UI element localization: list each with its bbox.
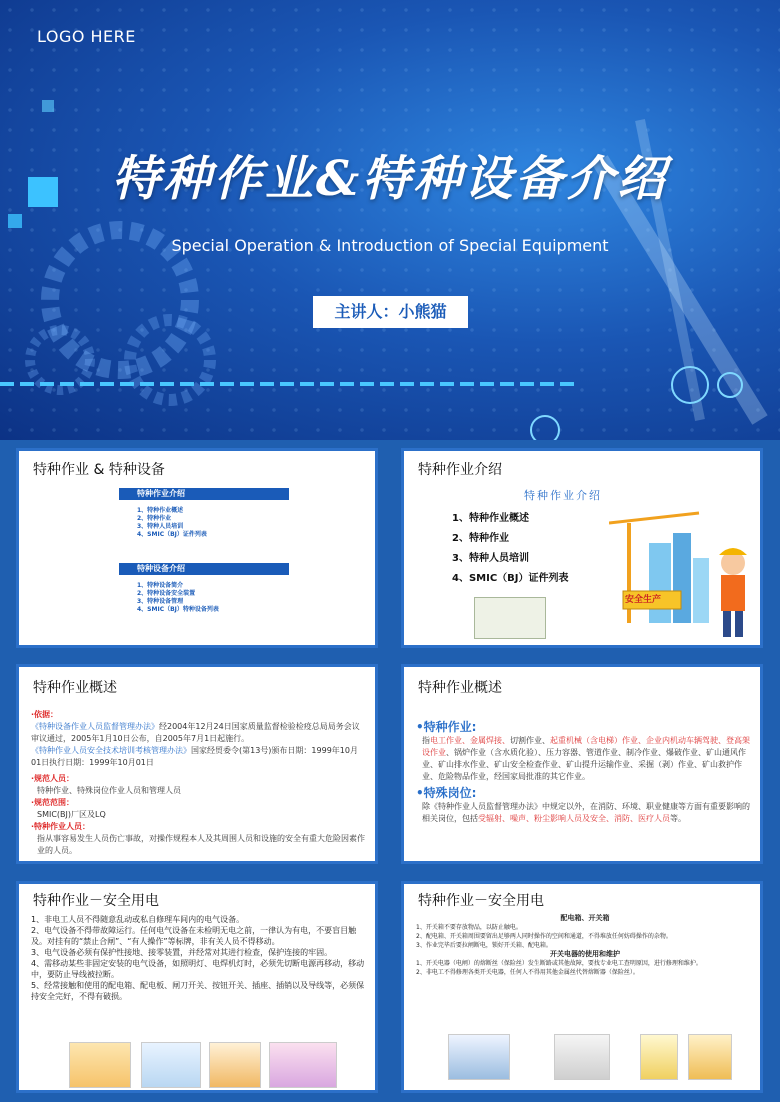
overview-content bbox=[31, 709, 366, 857]
paragraph bbox=[416, 801, 754, 825]
list-item: 1、开关箱不要存放物品，以防止触电。 bbox=[416, 924, 522, 931]
construction-illustration bbox=[609, 503, 759, 643]
list-item: 2、电气设备不得带故障运行。任何电气设备在未检明无电之前，一律认为有电，不要盲目触及。对挂有的“禁止合闸”、“有人操作”等标牌，非有关人员不得移动。 bbox=[31, 926, 357, 946]
safety-sign: 安全生产 bbox=[625, 595, 662, 605]
toc-list-2 bbox=[137, 582, 219, 614]
text-highlight: 电工作业、金属焊接、 bbox=[430, 736, 510, 745]
subheading: 开关电器的使用和维护 bbox=[550, 950, 620, 958]
slide-title: 特种作业概述 bbox=[418, 680, 502, 696]
list-item: 1、非电工人员不得随意乱动或私自修理车间内的电气设备。 bbox=[31, 915, 245, 924]
presenter-label: 主讲人：小熊猫 bbox=[313, 296, 468, 328]
worker-illustration-1 bbox=[448, 1034, 510, 1080]
slide-title: 特种作业－安全用电 bbox=[33, 893, 159, 909]
slide-intro bbox=[401, 448, 763, 648]
paragraph: SMIC(BJ)厂区及LQ bbox=[37, 810, 106, 819]
section-heading: •特殊岗位: bbox=[416, 786, 477, 800]
toc-section-2: 特种设备介绍 bbox=[119, 563, 289, 575]
paragraph bbox=[31, 745, 366, 769]
list-item: 1、特种作业概述 bbox=[137, 507, 184, 514]
worker-illustration-2 bbox=[141, 1042, 201, 1088]
text: 、锅炉作业（含水质化验）、压力容器、管道作业、制冷作业、爆破作业、矿山通风作业、矿山排水作业、矿山安全检查作业、矿山提升运输作业、采掘（剥）作业、矿山救护作业、危险物品作业，经国家局批准的其它作业。 bbox=[422, 748, 746, 781]
section-heading: •特种作业: bbox=[416, 720, 477, 734]
toc-list-1 bbox=[137, 507, 207, 539]
list-item: 2、配电箱、开关箱周围要留出足够两人同时操作的空间和通道，不得堆放任何妨碍操作的杂物。 bbox=[416, 933, 672, 940]
worker-illustration-3 bbox=[640, 1034, 678, 1080]
list-item: 3、特种人员培训 bbox=[137, 523, 184, 530]
section-heading: ·规范人员： bbox=[31, 774, 75, 783]
slide-overview-2 bbox=[401, 664, 763, 864]
doc-detail: 经2004年12月24日国家质量监督检验检疫总局局务会议审议通过，2005年1月10日公布，自2005年7月1日起施行。 bbox=[31, 722, 360, 743]
paragraph bbox=[416, 735, 754, 783]
list-item: 4、SMIC（BJ）特种设备列表 bbox=[137, 606, 219, 613]
cover-decoration bbox=[0, 0, 780, 440]
intro-list bbox=[452, 509, 569, 589]
slide-electricity-2 bbox=[401, 881, 763, 1093]
list-item: 3、特种人员培训 bbox=[452, 553, 529, 564]
worker-illustration-4 bbox=[269, 1042, 337, 1088]
section-heading: ·特种作业人员： bbox=[31, 822, 91, 831]
section-heading: ·依据： bbox=[31, 710, 59, 719]
electricity-rules bbox=[31, 914, 371, 1002]
slide-electricity-1 bbox=[16, 881, 378, 1093]
list-item: 1、特种设备简介 bbox=[137, 582, 184, 589]
cover-slide bbox=[0, 0, 780, 440]
list-item: 1、开关电器（电闸）的熔断丝（保险丝）发生断路或其他故障，要找专业电工查明原因，进行修理和维护。 bbox=[416, 960, 702, 967]
slide-toc bbox=[16, 448, 378, 648]
doc-name: 《特种设备作业人员监督管理办法》 bbox=[31, 722, 159, 731]
list-item: 2、特种设备安全装置 bbox=[137, 590, 196, 597]
logo-text: LOGO HERE bbox=[37, 27, 136, 46]
text: 切割作业、 bbox=[510, 736, 550, 745]
paragraph bbox=[31, 721, 366, 745]
text: 等。 bbox=[670, 814, 686, 823]
section-heading: ·规范范围： bbox=[31, 798, 75, 807]
list-item: 4、SMIC（BJ）证件列表 bbox=[137, 531, 207, 538]
slide-title: 特种作业－安全用电 bbox=[418, 893, 544, 909]
doc-detail: 国家经贸委令(第13号)颁布日期：1999年10月01日执行日期：1999年10月01日 bbox=[31, 746, 358, 767]
list-item: 2、非电工不得修理各类开关电器，任何人不得用其他金属丝代替熔断器（保险丝）。 bbox=[416, 969, 639, 976]
slide-overview-1 bbox=[16, 664, 378, 864]
text: 除《特种作业人员监督管理办法》中规定以外，在消防、环境、职业健康等方面有重要影响的相关岗位，包括 bbox=[422, 802, 750, 823]
list-item: 2、特种作业 bbox=[452, 533, 509, 544]
text-highlight: 起重机械（含电梯）作业、企业内机动车辆驾驶、登高架设作业 bbox=[422, 736, 750, 757]
list-item: 5、经常接触和使用的配电箱、配电板、闸刀开关、按钮开关、插座、插销以及导线等，必须保持安全完好，不得有破损。 bbox=[31, 981, 365, 1001]
text: 指 bbox=[422, 736, 430, 745]
section-heading: 特种作业介绍 bbox=[524, 489, 602, 502]
slide-title: 特种作业 & 特种设备 bbox=[33, 462, 165, 478]
worker-illustration-3 bbox=[209, 1042, 261, 1088]
worker-illustration-4 bbox=[688, 1034, 732, 1080]
list-item: 3、电气设备必须有保护性接地、接零装置，并经常对其进行检查，保护连接的牢固。 bbox=[31, 948, 333, 957]
list-item: 2、特种作业 bbox=[137, 515, 172, 522]
worker-illustration-2 bbox=[554, 1034, 610, 1080]
cover-light-bar bbox=[0, 382, 580, 386]
paragraph: 特种作业、特殊岗位作业人员和管理人员 bbox=[37, 786, 181, 795]
toc-section-1: 特种作业介绍 bbox=[119, 488, 289, 500]
list-item: 4、SMIC（BJ）证件列表 bbox=[452, 573, 569, 584]
list-item: 3、作业完毕后要拉闸断电，锁好开关箱、配电箱。 bbox=[416, 942, 552, 949]
slide-title: 特种作业概述 bbox=[33, 680, 117, 696]
slide-title: 特种作业介绍 bbox=[418, 462, 502, 478]
list-item: 1、特种作业概述 bbox=[452, 513, 529, 524]
overview-content bbox=[416, 719, 754, 825]
subheading: 配电箱、开关箱 bbox=[560, 914, 610, 922]
worker-illustration-1 bbox=[69, 1042, 131, 1088]
list-item: 3、特种设备管理 bbox=[137, 598, 184, 605]
cover-subtitle: Special Operation & Introduction of Special Equipment bbox=[171, 236, 609, 255]
cover-title: 特种作业&特种设备介绍 bbox=[111, 151, 669, 207]
list-item: 4、需移动某些非固定安装的电气设备，如照明灯、电焊机灯时，必须先切断电源再移动，移动中，要防止导线被拉断。 bbox=[31, 959, 365, 979]
doc-name: 《特种作业人员安全技术培训考核管理办法》 bbox=[31, 746, 191, 755]
certificate-image bbox=[474, 597, 546, 639]
text-highlight: 受辐射、噪声、粉尘影响人员及安全、消防、医疗人员 bbox=[478, 814, 670, 823]
paragraph: 指从事容易发生人员伤亡事故，对操作规程本人及其周围人员和设施的安全有重大危险因素作业的人员。 bbox=[37, 834, 365, 855]
distribution-box-rules bbox=[416, 914, 754, 977]
